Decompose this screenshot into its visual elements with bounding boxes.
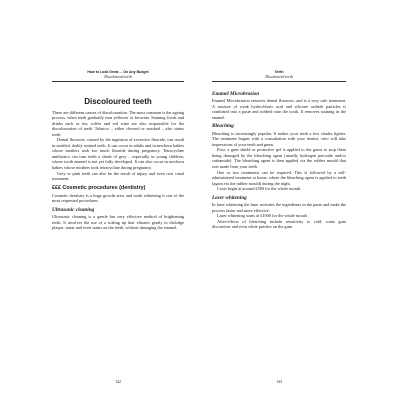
chapter-title: Discoloured teeth: [84, 96, 152, 106]
right-page-body: [212, 91, 346, 230]
right-running-head: Teeth: [274, 70, 284, 74]
laser-whitening-heading: Laser whitening: [212, 194, 247, 201]
laser-whitening-cost-paragraph: Laser whitening starts at £1000 for the whole mouth: [217, 213, 307, 219]
bleaching-paragraph: First, a gum shield or protective gel is applied to the gums to stop them being damaged by the bleaching agent (usually hydrogen peroxide and/or carbamide). The bleaching agent is then applied via the rubber mould that was made from your teeth.: [212, 147, 346, 169]
right-running-subhead: Discoloured teeth: [212, 75, 346, 82]
left-running-subhead: Discoloured teeth: [52, 75, 184, 82]
left-running-head: How to Look Great ... On Any Budget: [87, 70, 149, 74]
intro-paragraph: There are different causes of discolouration. The most common is the ageing process, when teeth gradually turn yellower or browner. Staining foods and drinks such as tea, coffee and red wine are also responsible for the discolouration of teeth. Tobacco – either chewed or smoked – also stains teeth.: [52, 109, 184, 137]
grey-pink-paragraph: Grey or pink teeth can also be the result of injury and even root canal treatment.: [52, 170, 184, 182]
laser-whitening-paragraph: In laser whitening the laser activates the ingredients in the paste and make the process faster and more effective.: [212, 202, 346, 213]
cosmetic-procedures-paragraph: Cosmetic dentistry is a huge growth area, and tooth whitening is one of the most requested procedures.: [52, 192, 184, 204]
fluorosis-paragraph: Dental fluorosis, caused by the ingestion of excessive fluoride, can result in mottled, darkly stained teeth. It can occur in adults and in newborn babies whose mothers took too much fluoride during pregnancy. Tetracycline antibiotics can turn teeth a shade of grey – especially in young children, whose tooth enamel is not yet fully developed. It can also occur in newborn babies whose mothers took tetracycline during pregnancy.: [52, 137, 184, 170]
enamel-microbrasion-heading: Enamel Microbrasion: [212, 90, 260, 97]
right-page-number: 143: [276, 380, 282, 384]
ultrasonic-cleaning-paragraph: Ultrasonic cleaning is a gentle but very effective method of brightening teeth. It involves the use of a scaling tip that vibrates gently to dislodge plaque, tartar and even stains on the teeth, without damaging the enamel.: [52, 214, 184, 231]
ultrasonic-cleaning-heading: Ultrasonic cleaning: [52, 206, 95, 213]
bleaching-paragraph: One or two treatments can be required. This is followed by a self-administered treatment at home, where the bleaching agent is applied to teeth (again via the rubber mould) during the night.: [212, 169, 346, 186]
laser-after-effects-paragraph: After-effects of bleaching include sensitivity to cold, some gum discomfort and even white patches on the gum: [212, 218, 346, 230]
enamel-microbrasion-paragraph: Enamel Microbrasion removes dental fluorosis, and is a very safe treatment. A mixture of weak hydrochloric acid and silicone carbide particles is combined into a paste and rubbed onto the tooth. It removes staining in the enamel.: [212, 98, 346, 120]
bleaching-heading: Bleaching: [212, 123, 234, 130]
bleaching-paragraph: Bleaching is increasingly popular. It makes your teeth a few shades lighter. The treatment begins with a consultation with your dentist, who will take impressions of your teeth and gums.: [212, 130, 346, 147]
left-page: [52, 0, 184, 400]
left-page-number: 142: [115, 380, 121, 384]
bleaching-cost-paragraph: Costs begin at around £500 for the whole month.: [217, 186, 302, 192]
cosmetic-procedures-heading: £££ Cosmetic procedures (dentistry): [52, 184, 146, 191]
right-page: [212, 0, 346, 400]
